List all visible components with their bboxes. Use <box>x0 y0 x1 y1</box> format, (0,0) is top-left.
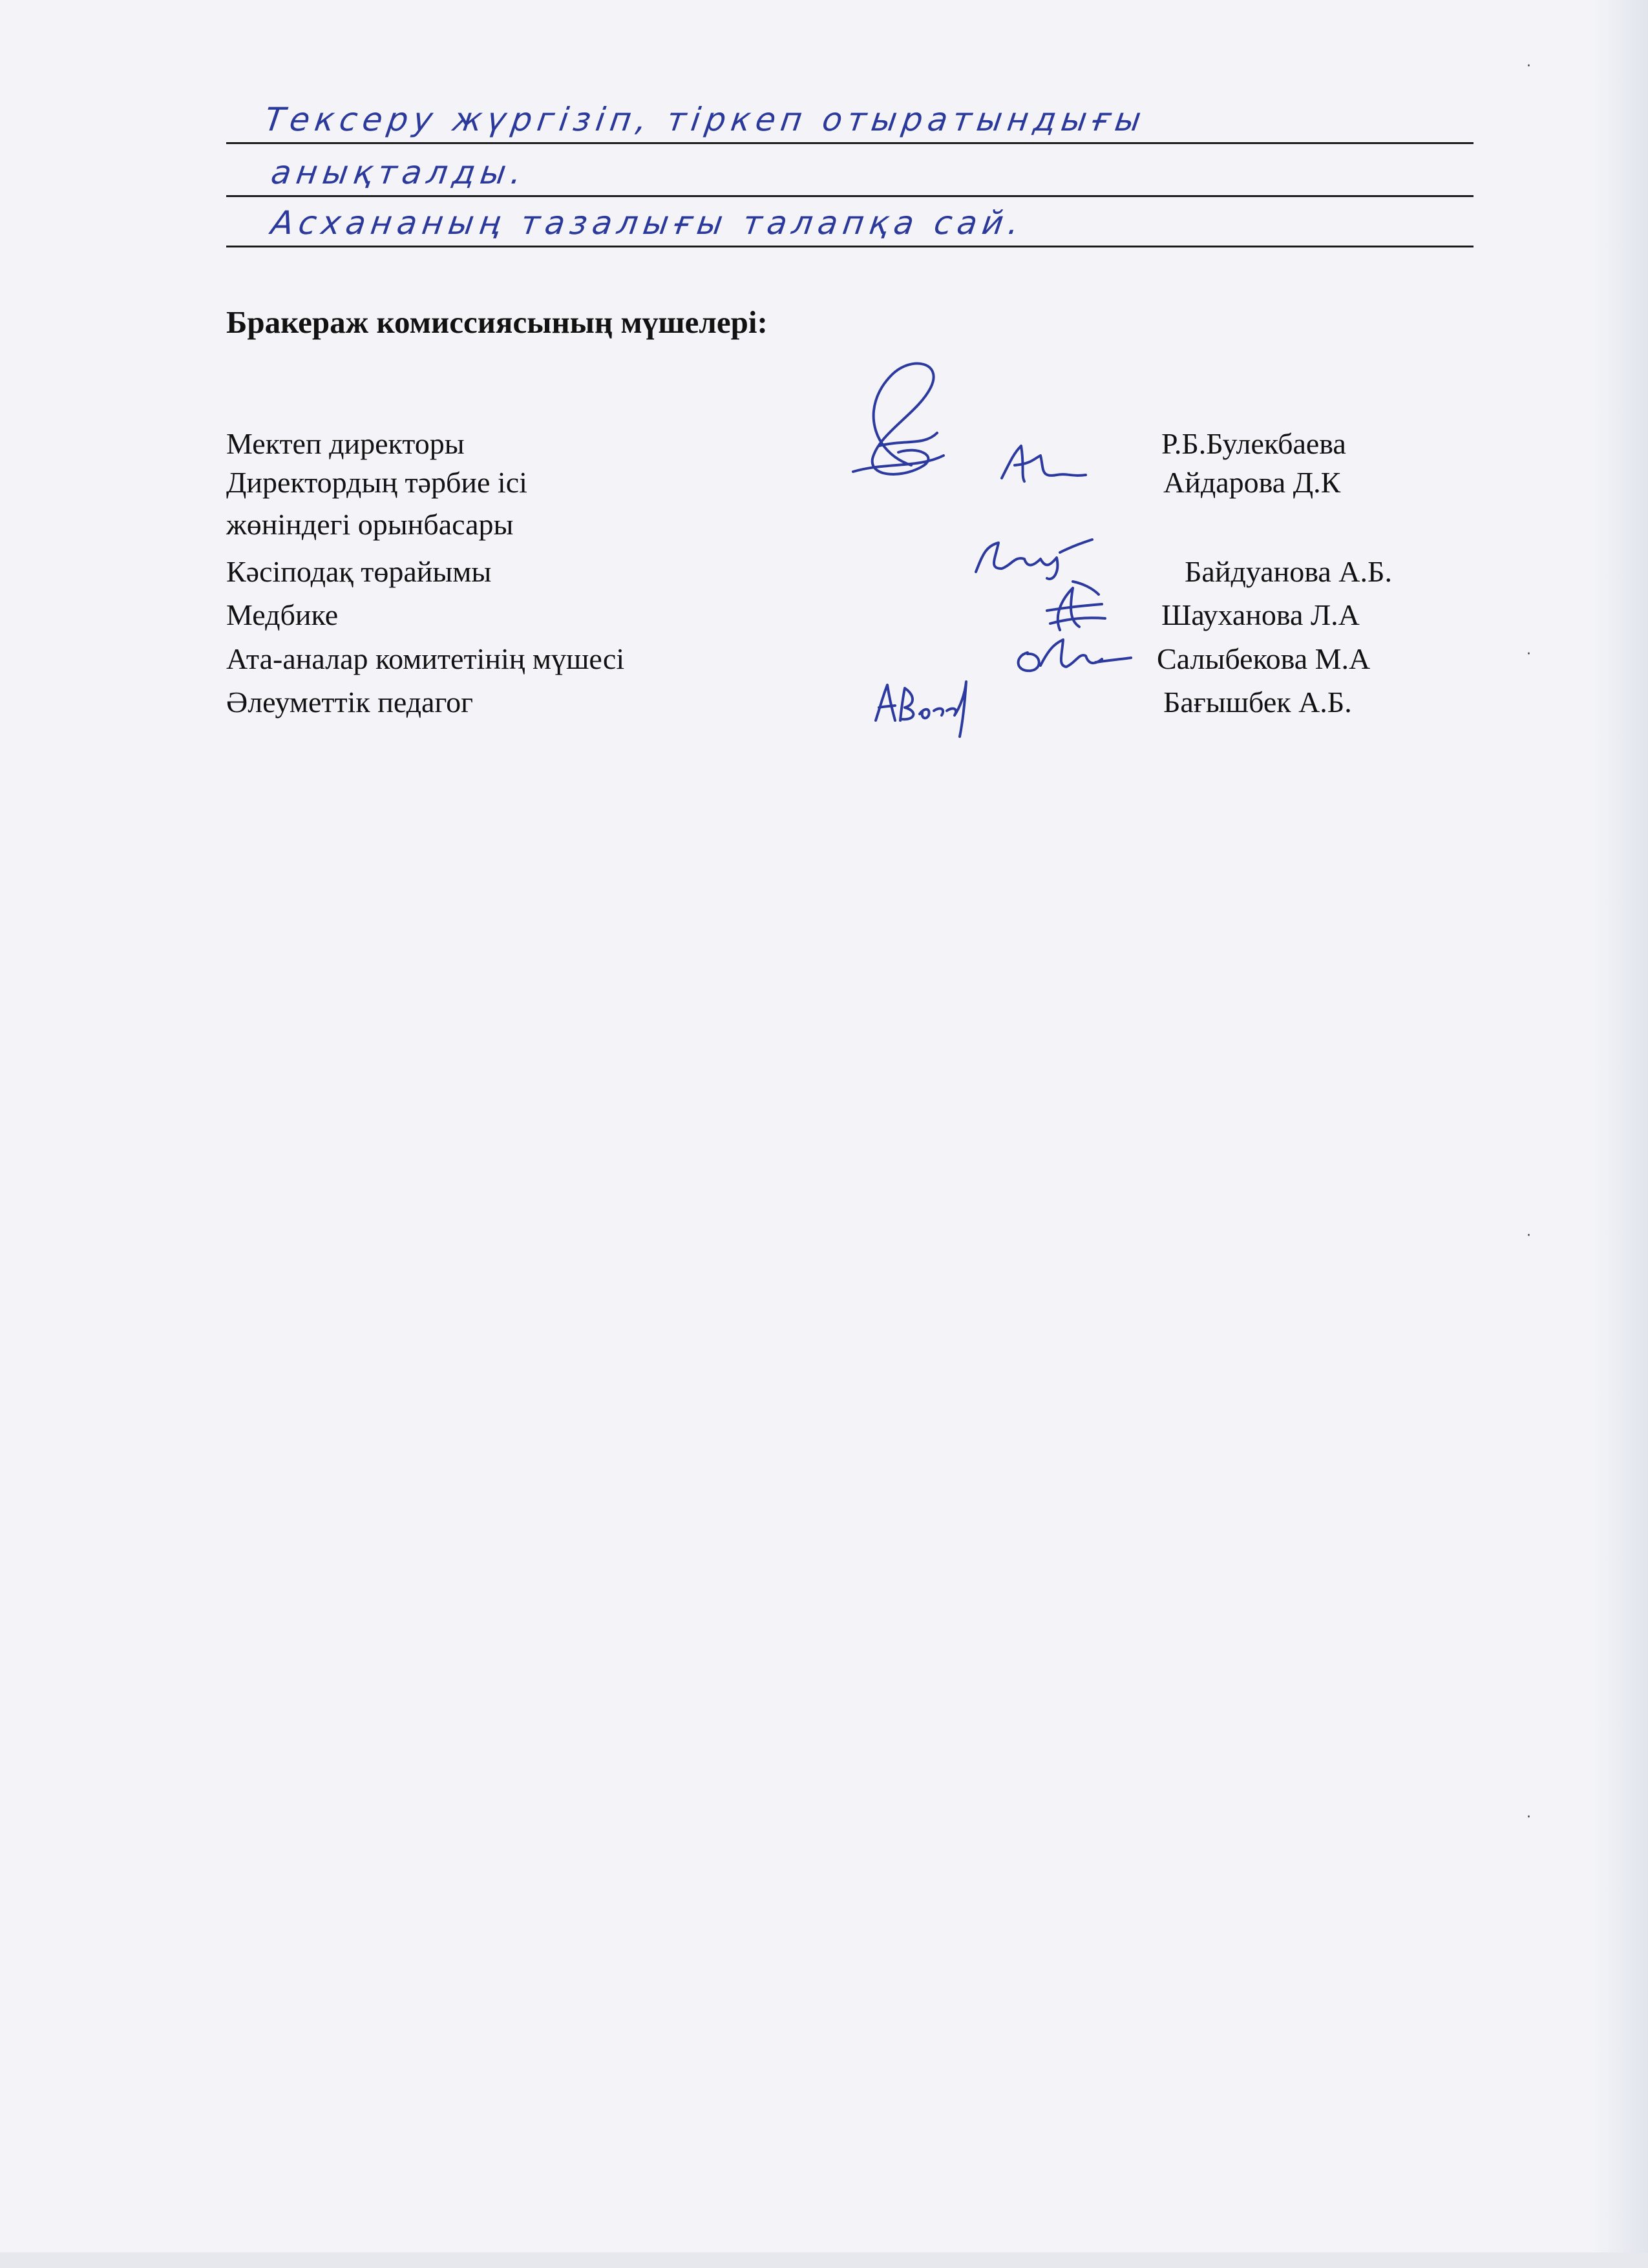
handwritten-line-1 <box>226 83 1474 144</box>
member-role-union-chair: Кәсіподақ төрайымы <box>226 555 492 588</box>
scan-speck: · <box>1527 58 1531 74</box>
signature-deputy <box>995 439 1092 491</box>
member-name-director: Р.Б.Булекбаева <box>1161 427 1346 460</box>
member-name-parent-committee: Салыбекова М.А <box>1157 642 1371 675</box>
scan-speck: · <box>1527 646 1531 662</box>
signature-union-chair <box>969 533 1099 585</box>
member-name-union-chair: Байдуанова А.Б. <box>1185 555 1392 588</box>
member-role-deputy-cont: жөніндегі орынбасары <box>226 508 514 541</box>
signature-director <box>834 349 976 498</box>
handwritten-text-2: анықталды. <box>268 154 529 191</box>
handwritten-text-3: Асхананың тазалығы талапқа сай. <box>268 204 1027 242</box>
member-role-nurse: Медбике <box>226 598 339 631</box>
member-role-social-pedagogue: Әлеуметтік педагог <box>226 686 474 719</box>
member-name-social-pedagogue: Бағышбек А.Б. <box>1163 686 1352 719</box>
member-role-deputy: Директордың тәрбие ісі <box>226 466 527 499</box>
scan-speck: · <box>1527 1809 1531 1825</box>
commission-heading: Бракераж комиссиясының мүшелері: <box>226 304 768 340</box>
page-bottom-edge <box>0 2252 1648 2268</box>
signature-social-pedagogue <box>869 675 979 740</box>
page-edge-shadow <box>1590 0 1648 2268</box>
handwritten-text-1: Тексеру жүргізіп, тіркеп отыратындығы <box>262 101 1149 138</box>
scan-speck: · <box>1527 1228 1531 1244</box>
signature-parent-committee <box>1005 627 1134 685</box>
member-name-nurse: Шауханова Л.А <box>1161 598 1360 631</box>
member-name-deputy: Айдарова Д.К <box>1163 466 1341 499</box>
member-role-parent-committee: Ата-аналар комитетінің мүшесі <box>226 642 625 675</box>
member-role-director: Мектеп директоры <box>226 427 465 460</box>
handwritten-line-3 <box>226 186 1474 247</box>
